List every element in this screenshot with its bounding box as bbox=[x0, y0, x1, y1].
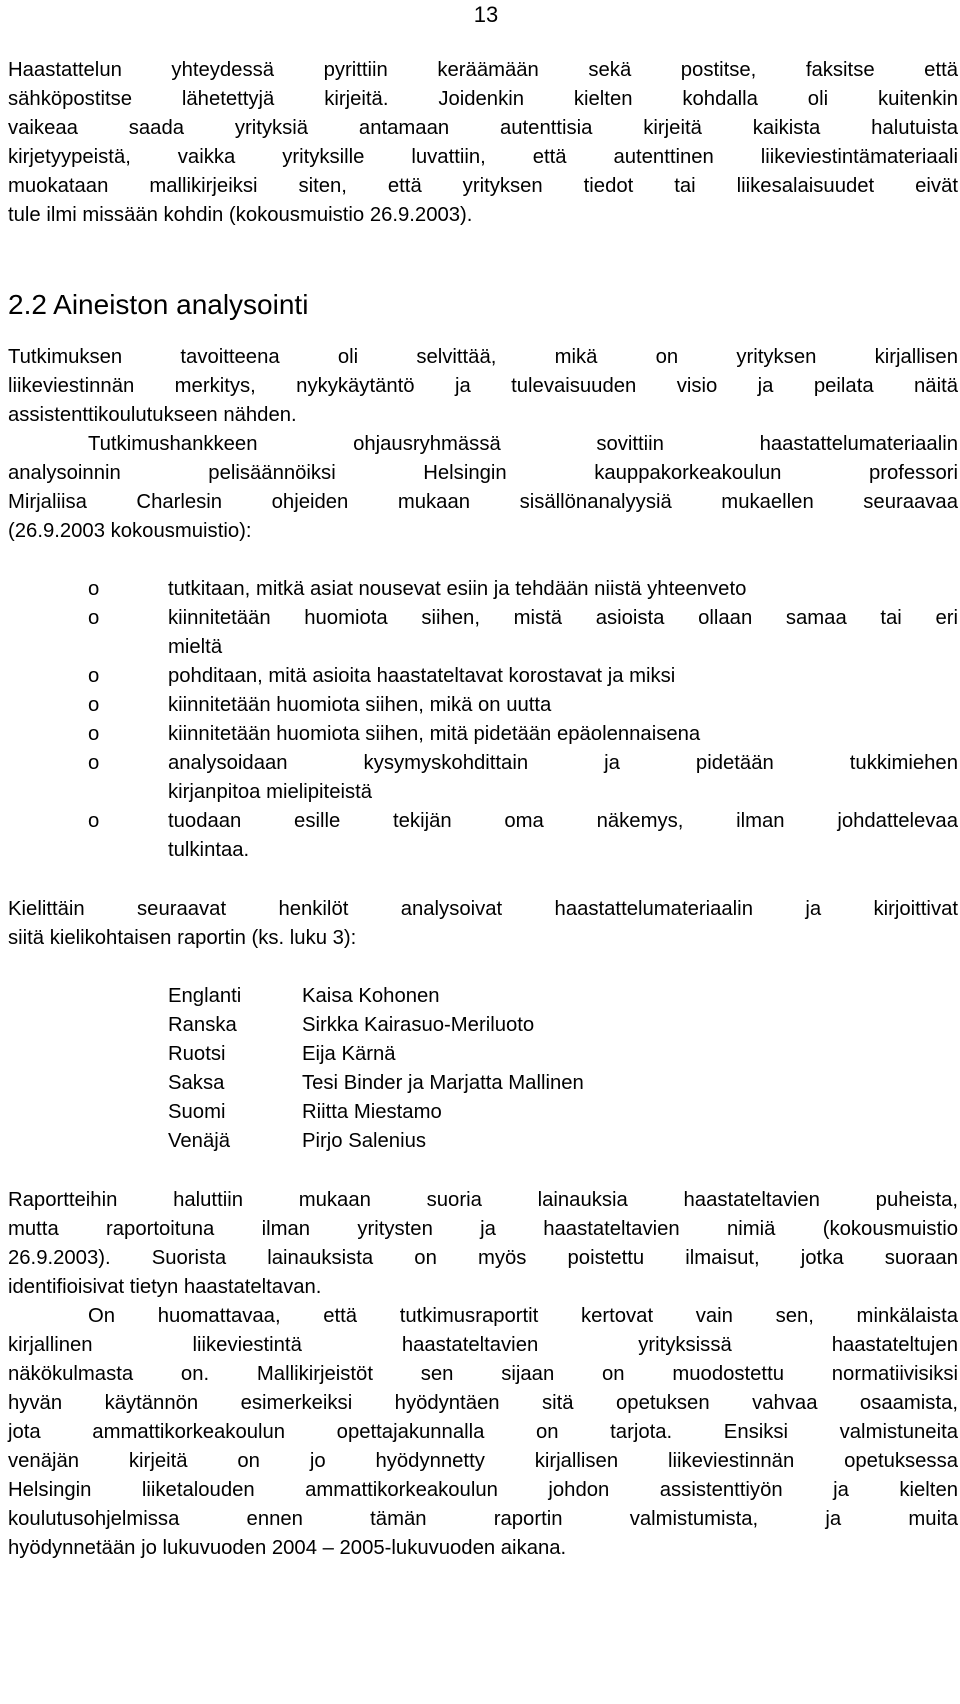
para5-line-3: 26.9.2003). Suorista lainauksista on myös poistettu ilmaisut, jotka suoraan bbox=[8, 1247, 958, 1269]
para4-line-2: siitä kielikohtaisen raportin (ks. luku 3): bbox=[8, 927, 357, 949]
analyst-language: Ruotsi bbox=[168, 1043, 226, 1065]
para6-line-9: hyödynnetään jo lukuvuoden 2004 – 2005-lukuvuoden aikana. bbox=[8, 1537, 567, 1559]
para5-line-2: mutta raportoituna ilman yritysten ja haastateltavien nimiä (kokousmuistio bbox=[8, 1218, 958, 1240]
bullet-2-line-2: mieltä bbox=[168, 636, 223, 658]
bullet-4-line-1: kiinnitetään huomiota siihen, mikä on uutta bbox=[168, 694, 552, 716]
para5-line-1: Raportteihin haluttiin mukaan suoria lainauksia haastateltavien puheista, bbox=[8, 1189, 958, 1211]
bullet-3-line-1: pohditaan, mitä asioita haastateltavat korostavat ja miksi bbox=[168, 665, 676, 687]
para4-line-1: Kielittäin seuraavat henkilöt analysoivat haastattelumateriaalin ja kirjoittivat bbox=[8, 898, 958, 920]
para3-line-1: Tutkimushankkeen ohjausryhmässä sovittiin haastattelumateriaalin bbox=[88, 433, 958, 455]
analyst-person: Pirjo Salenius bbox=[302, 1130, 427, 1152]
para1-line-3: vaikeaa saada yrityksiä antamaan autenttisia kirjeitä kaikista halutuista bbox=[8, 117, 958, 139]
para2-line-1: Tutkimuksen tavoitteena oli selvittää, mikä on yrityksen kirjallisen bbox=[8, 346, 958, 368]
para6-line-2: kirjallinen liikeviestintä haastateltavien yrityksissä haastateltujen bbox=[8, 1334, 958, 1356]
bullet-7-line-2: tulkintaa. bbox=[168, 839, 250, 861]
analyst-language: Venäjä bbox=[168, 1130, 231, 1152]
analyst-language: Suomi bbox=[168, 1101, 226, 1123]
bullet-marker: o bbox=[88, 665, 100, 687]
bullet-7-line-1: tuodaan esille tekijän oma näkemys, ilman johdattelevaa bbox=[168, 810, 958, 832]
para6-line-7: Helsingin liiketalouden ammattikorkeakoulun johdon assistenttiyön ja kielten bbox=[8, 1479, 958, 1501]
para3-line-2: analysoinnin pelisäännöiksi Helsingin kauppakorkeakoulun professori bbox=[8, 462, 958, 484]
bullet-1-line-1: tutkitaan, mitkä asiat nousevat esiin ja tehdään niistä yhteenveto bbox=[168, 578, 747, 600]
analyst-language: Ranska bbox=[168, 1014, 237, 1036]
page-number: 13 bbox=[473, 2, 499, 27]
section-heading: 2.2 Aineiston analysointi bbox=[8, 289, 309, 320]
bullet-marker: o bbox=[88, 694, 100, 716]
para5-line-4: identifioisivat tietyn haastateltavan. bbox=[8, 1276, 322, 1298]
bullet-2-line-1: kiinnitetään huomiota siihen, mistä asioista ollaan samaa tai eri bbox=[168, 607, 958, 629]
bullet-marker: o bbox=[88, 752, 100, 774]
analyst-language: Saksa bbox=[168, 1072, 225, 1094]
bullet-marker: o bbox=[88, 578, 100, 600]
para1-line-1: Haastattelun yhteydessä pyrittiin keräämään sekä postitse, faksitse että bbox=[8, 59, 958, 81]
bullet-6-line-2: kirjanpitoa mielipiteistä bbox=[168, 781, 373, 803]
para3-line-4: (26.9.2003 kokousmuistio): bbox=[8, 520, 252, 542]
para1-line-4: kirjetyypeistä, vaikka yrityksille luvattiin, että autenttinen liikeviestintämateriaali bbox=[8, 146, 958, 168]
bullet-5-line-1: kiinnitetään huomiota siihen, mitä pidetään epäolennaisena bbox=[168, 723, 701, 745]
bullet-marker: o bbox=[88, 723, 100, 745]
para6-line-3: näkökulmasta on. Mallikirjeistöt sen sijaan on muodostettu normatiivisiksi bbox=[8, 1363, 958, 1385]
bullet-6-line-1: analysoidaan kysymyskohdittain ja pidetään tukkimiehen bbox=[168, 752, 958, 774]
para6-line-6: venäjän kirjeitä on jo hyödynnetty kirjallisen liikeviestinnän opetuksessa bbox=[8, 1450, 958, 1472]
para1-line-5: muokataan mallikirjeiksi siten, että yrityksen tiedot tai liikesalaisuudet eivät bbox=[8, 175, 958, 197]
para6-line-4: hyvän käytännön esimerkeiksi hyödyntäen sitä opetuksen vahvaa osaamista, bbox=[8, 1392, 958, 1414]
para6-line-5: jota ammattikorkeakoulun opettajakunnalla on tarjota. Ensiksi valmistuneita bbox=[8, 1421, 958, 1443]
bullet-marker: o bbox=[88, 607, 100, 629]
analyst-person: Sirkka Kairasuo-Meriluoto bbox=[302, 1014, 535, 1036]
analyst-person: Eija Kärnä bbox=[302, 1043, 396, 1065]
para1-line-2: sähköpostitse lähetettyjä kirjeitä. Joidenkin kielten kohdalla oli kuitenkin bbox=[8, 88, 958, 110]
para3-line-3: Mirjaliisa Charlesin ohjeiden mukaan sisällönanalyysiä mukaellen seuraavaa bbox=[8, 491, 958, 513]
para6-line-1: On huomattavaa, että tutkimusraportit kertovat vain sen, minkälaista bbox=[88, 1305, 958, 1327]
analyst-language: Englanti bbox=[168, 985, 242, 1007]
analyst-person: Riitta Miestamo bbox=[302, 1101, 442, 1123]
para2-line-3: assistenttikoulutukseen nähden. bbox=[8, 404, 297, 426]
analyst-person: Kaisa Kohonen bbox=[302, 985, 440, 1007]
para6-line-8: koulutusohjelmissa ennen tämän raportin valmistumista, ja muita bbox=[8, 1508, 958, 1530]
para2-line-2: liikeviestinnän merkitys, nykykäytäntö ja tulevaisuuden visio ja peilata näitä bbox=[8, 375, 958, 397]
bullet-marker: o bbox=[88, 810, 100, 832]
para1-line-6: tule ilmi missään kohdin (kokousmuistio 26.9.2003). bbox=[8, 204, 473, 226]
analyst-person: Tesi Binder ja Marjatta Mallinen bbox=[302, 1072, 584, 1094]
